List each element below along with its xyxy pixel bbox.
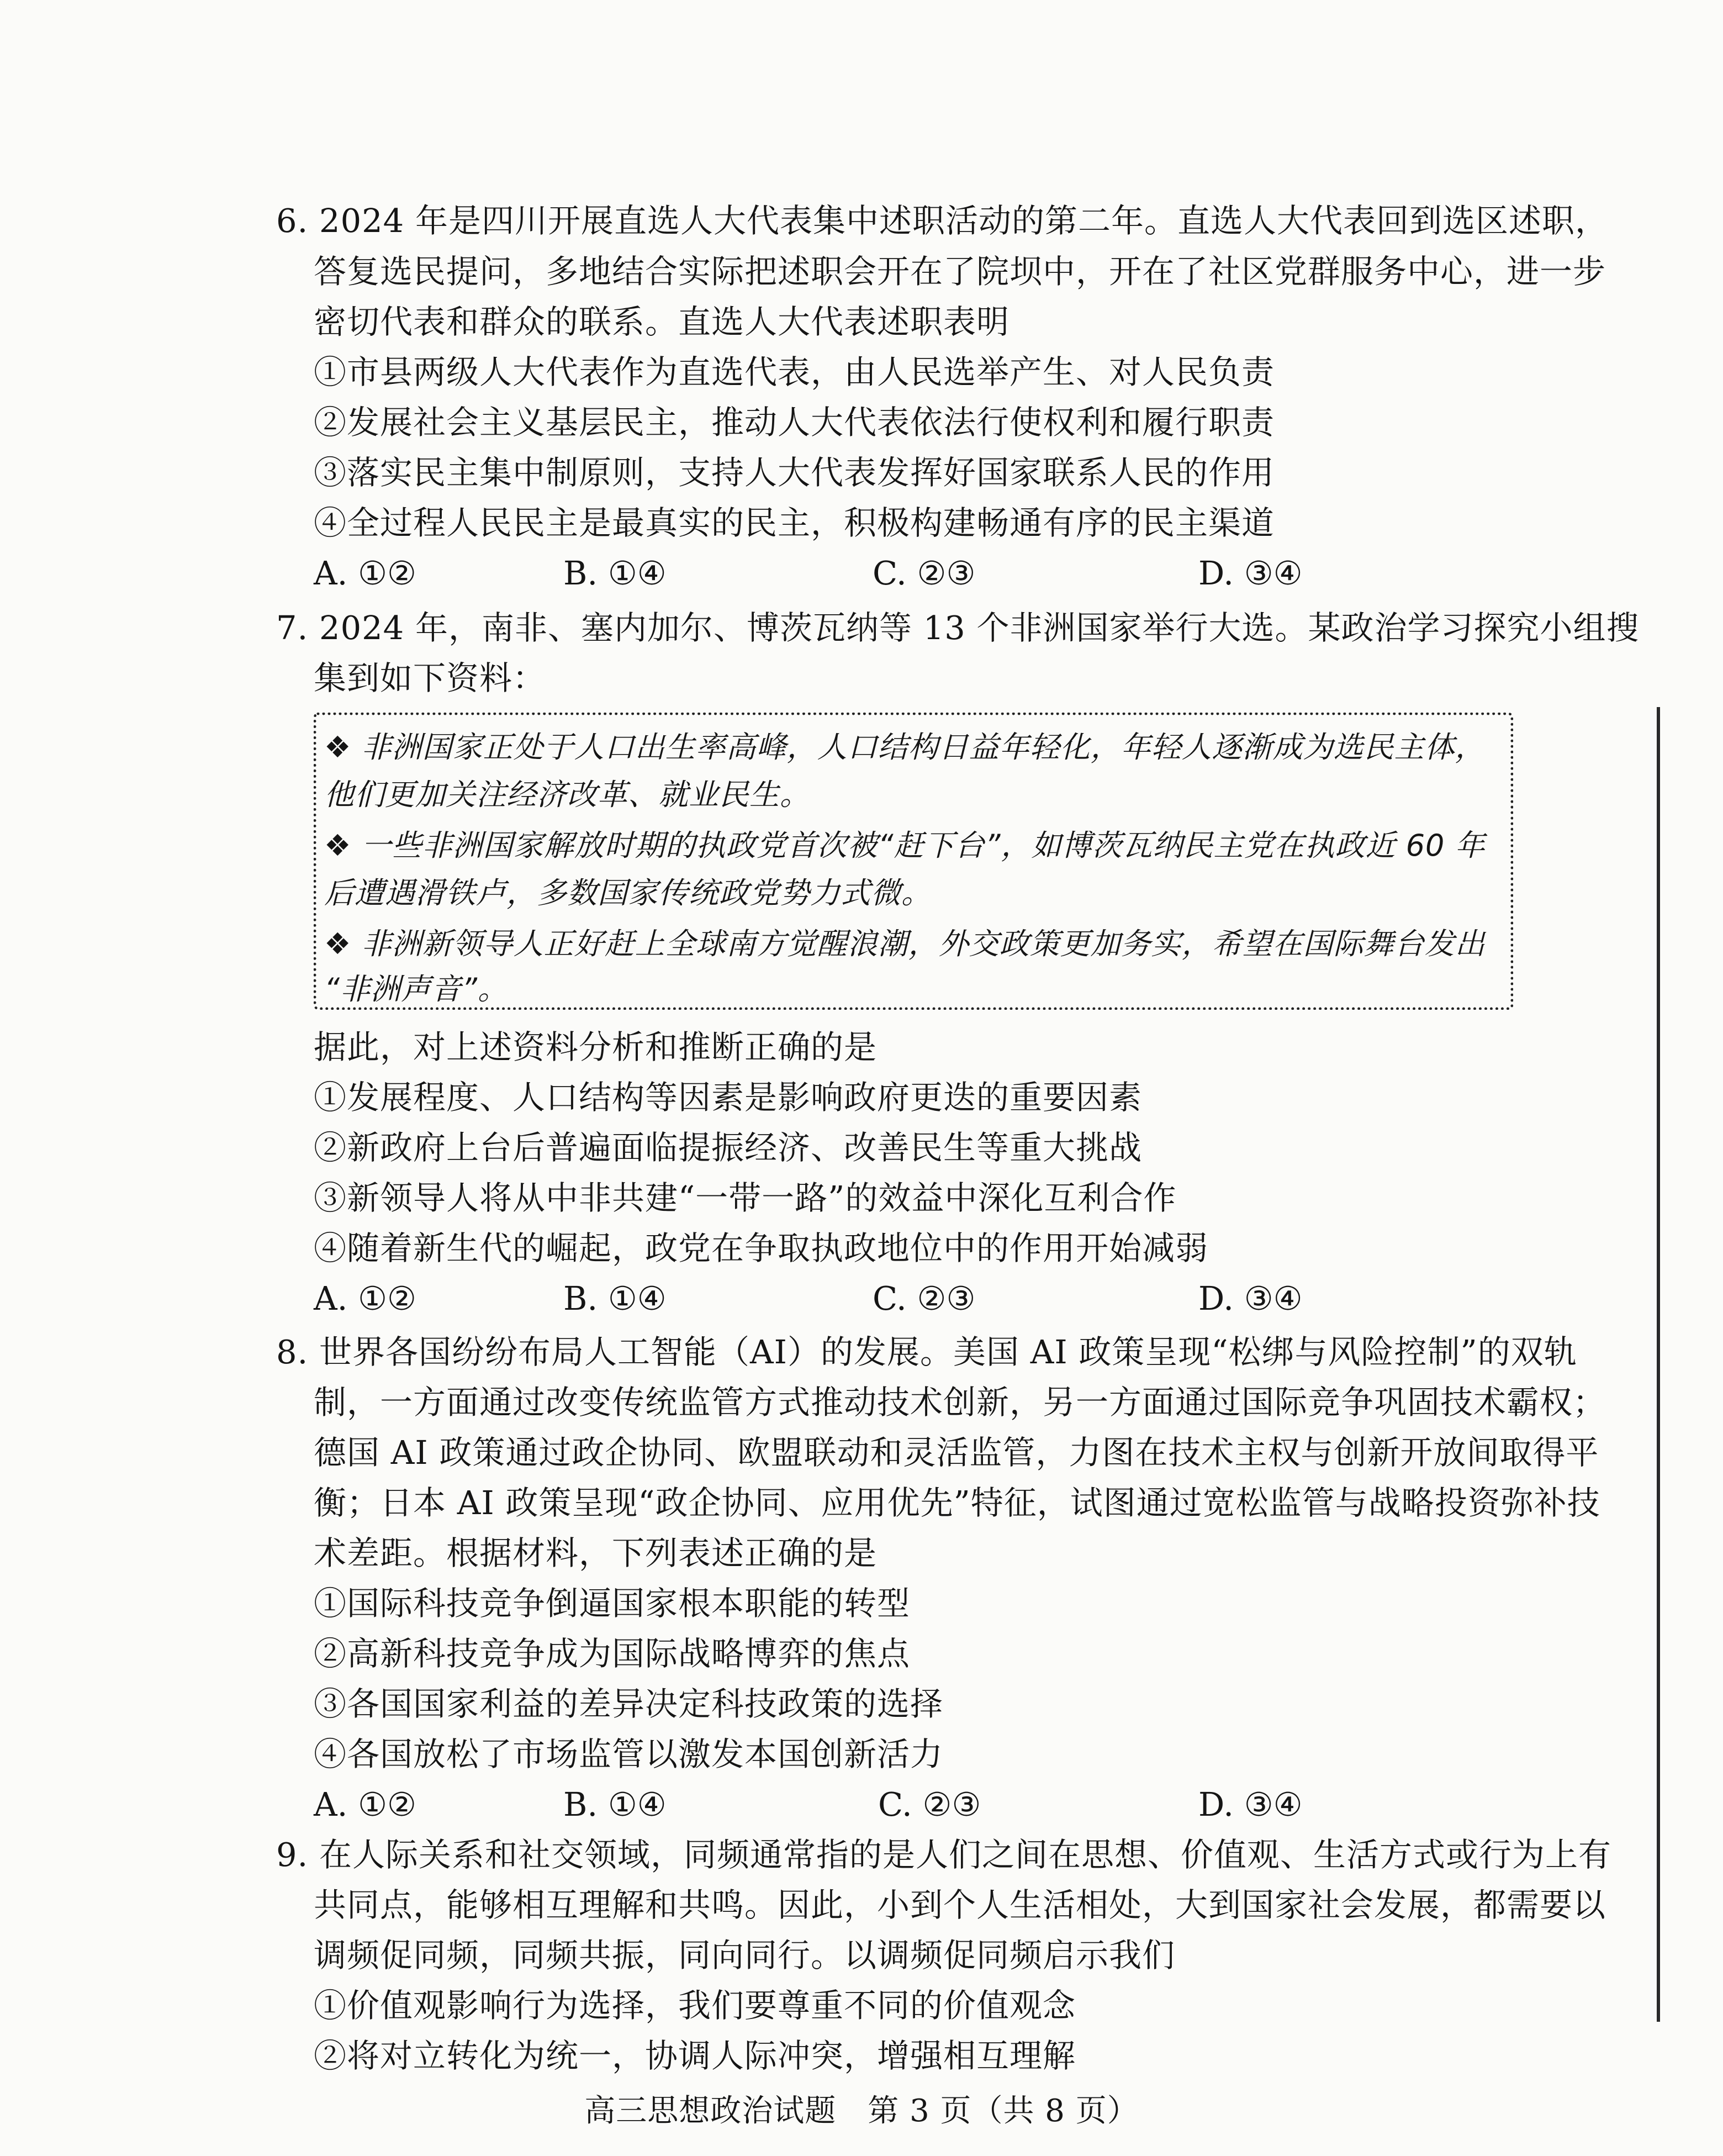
question-9-option: ②将对立转化为统一，协调人际冲突，增强相互理解 (314, 2037, 1076, 2075)
question-9-stem-line: 调频促同频，同频共振，同向同行。以调频促同频启示我们 (314, 1936, 1176, 1974)
question-8-choice-a: A. ①② (314, 1785, 416, 1823)
material-line: 他们更加关注经济改革、就业民生。 (324, 777, 810, 812)
question-6-option: ①市县两级人大代表作为直选代表，由人民选举产生、对人民负责 (314, 353, 1275, 391)
question-8-choice-c: C. ②③ (878, 1785, 981, 1823)
question-7-choice-c: C. ②③ (873, 1279, 976, 1317)
question-7-option: ②新政府上台后普遍面临提振经济、改善民生等重大挑战 (314, 1129, 1143, 1167)
question-7-option: ①发展程度、人口结构等因素是影响政府更迭的重要因素 (314, 1078, 1143, 1116)
question-6-choice-c: C. ②③ (873, 554, 976, 592)
material-line: ❖ 非洲新领导人正好赶上全球南方觉醒浪潮，外交政策更加务实，希望在国际舞台发出 (324, 926, 1486, 961)
question-7-stem-line: 集到如下资料： (314, 659, 546, 697)
question-6-option: ④全过程人民民主是最真实的民主，积极构建畅通有序的民主渠道 (314, 504, 1275, 542)
question-9-stem-line: 共同点，能够相互理解和共鸣。因此，小到个人生活相处，大到国家社会发展，都需要以 (314, 1886, 1606, 1924)
question-7-choice-b: B. ①④ (563, 1279, 667, 1317)
question-6-choice-a: A. ①② (314, 554, 416, 592)
question-8-choice-b: B. ①④ (563, 1785, 667, 1823)
question-7-stem-line: 据此，对上述资料分析和推断正确的是 (314, 1028, 878, 1066)
question-6-option: ③落实民主集中制原则，支持人大代表发挥好国家联系人民的作用 (314, 454, 1275, 492)
question-8-stem-line: 术差距。根据材料，下列表述正确的是 (314, 1534, 878, 1572)
question-7-choice-a: A. ①② (314, 1279, 416, 1317)
question-8-option: ①国际科技竞争倒逼国家根本职能的转型 (314, 1584, 911, 1622)
question-6-option: ②发展社会主义基层民主，推动人大代表依法行使权利和履行职责 (314, 403, 1275, 441)
material-box (314, 713, 1513, 1010)
material-line: “非洲声音”。 (324, 972, 508, 1006)
material-line: 后遭遇滑铁卢，多数国家传统政党势力式微。 (324, 876, 932, 910)
question-6-stem-line: 答复选民提问，多地结合实际把述职会开在了院坝中，开在了社区党群服务中心，进一步 (314, 252, 1606, 291)
question-7-option: ③新领导人将从中非共建“一带一路”的效益中深化互利合作 (314, 1179, 1177, 1217)
question-8-option: ②高新科技竞争成为国际战略博弈的焦点 (314, 1635, 911, 1673)
binding-margin-line (1657, 707, 1660, 2022)
question-7-stem-line: 7. 2024 年，南非、塞内加尔、博茨瓦纳等 13 个非洲国家举行大选。某政治学习探究小组搜 (276, 609, 1640, 647)
question-8-choice-d: D. ③④ (1198, 1785, 1303, 1823)
question-7-option: ④随着新生代的崛起，政党在争取执政地位中的作用开始减弱 (314, 1229, 1209, 1267)
question-8-stem-line: 德国 AI 政策通过政企协同、欧盟联动和灵活监管，力图在技术主权与创新开放间取得平 (314, 1433, 1599, 1472)
question-9-option: ①价值观影响行为选择，我们要尊重不同的价值观念 (314, 1986, 1076, 2025)
question-6-stem-line: 密切代表和群众的联系。直选人大代表述职表明 (314, 303, 1010, 341)
question-6-choice-d: D. ③④ (1198, 554, 1303, 592)
page-footer: 高三思想政治试题 第 3 页（共 8 页） (584, 2093, 1139, 2129)
question-8-stem-line: 制，一方面通过改变传统监管方式推动技术创新，另一方面通过国际竞争巩固技术霸权； (314, 1383, 1606, 1421)
question-8-option: ④各国放松了市场监管以激发本国创新活力 (314, 1735, 944, 1773)
question-6-stem-line: 6. 2024 年是四川开展直选人大代表集中述职活动的第二年。直选人大代表回到选区述职， (276, 202, 1608, 240)
material-line: ❖ 非洲国家正处于人口出生率高峰，人口结构日益年轻化，年轻人逐渐成为选民主体， (324, 730, 1486, 765)
question-8-stem-line: 8. 世界各国纷纷布局人工智能（AI）的发展。美国 AI 政策呈现“松绑与风险控制”的双轨 (276, 1333, 1577, 1371)
question-6-choice-b: B. ①④ (563, 554, 667, 592)
question-7-choice-d: D. ③④ (1198, 1279, 1303, 1317)
question-9-stem-line: 9. 在人际关系和社交领域，同频通常指的是人们之间在思想、价值观、生活方式或行为上有 (276, 1836, 1612, 1874)
faint-watermark-stamp (743, 1029, 925, 1056)
question-8-stem-line: 衡；日本 AI 政策呈现“政企协同、应用优先”特征，试图通过宽松监管与战略投资弥补技 (314, 1484, 1600, 1522)
question-8-option: ③各国国家利益的差异决定科技政策的选择 (314, 1685, 944, 1723)
material-line: ❖ 一些非洲国家解放时期的执政党首次被“赶下台”，如博茨瓦纳民主党在执政近 60 年 (324, 828, 1486, 863)
